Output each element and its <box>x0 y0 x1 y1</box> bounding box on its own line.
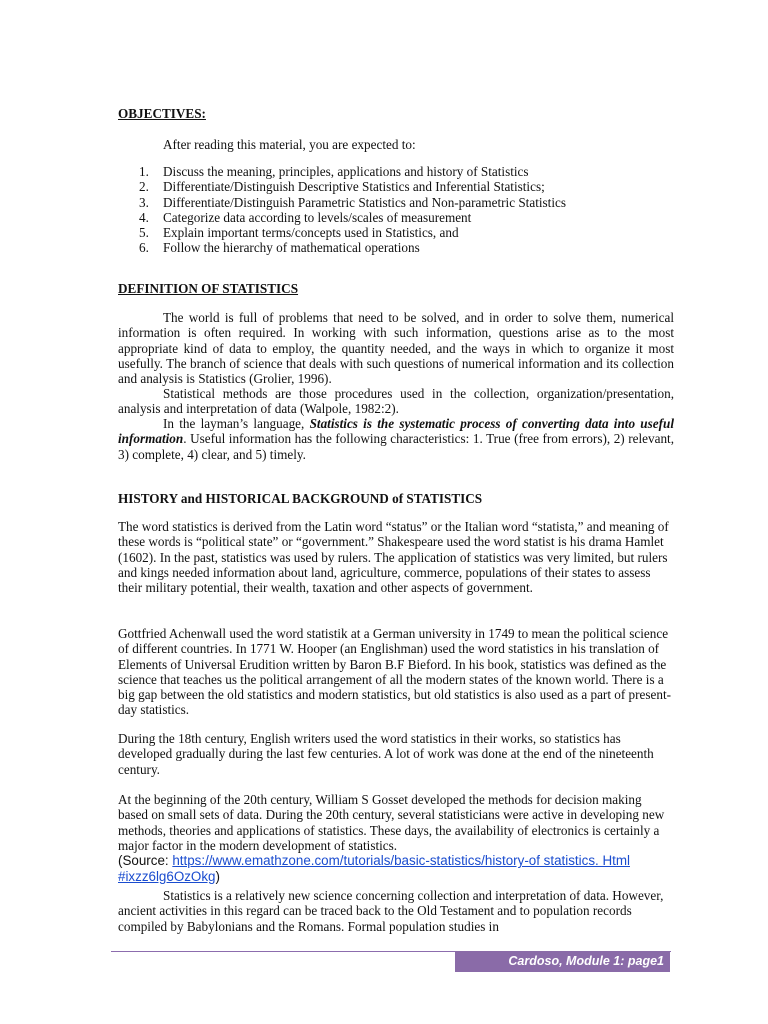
history-paragraph-3: During the 18th century, English writers used the word statistics in their works, so statistics has developed gradually during the last few centuries. A lot of work was done at the end of the nineteenth century. <box>118 731 654 777</box>
objective-item <box>139 164 674 179</box>
objectives-list <box>118 164 674 256</box>
objective-number: 3. <box>139 194 149 210</box>
history-heading: HISTORY and HISTORICAL BACKGROUND of STATISTICS <box>118 491 483 506</box>
objective-number: 2. <box>139 179 149 195</box>
objective-number: 1. <box>139 164 149 179</box>
objective-item <box>139 194 674 210</box>
objective-text: Discuss the meaning, principles, applications and history of Statistics <box>163 164 529 179</box>
objective-text: Categorize data according to levels/scales of measurement <box>163 209 472 225</box>
objectives-heading: OBJECTIVES: <box>118 106 206 121</box>
objective-number: 5. <box>139 225 149 241</box>
source-open: (Source: <box>118 853 173 868</box>
definition-paragraph-1: The world is full of problems that need to be solved, and in order to solve them, numerical information is often required. In working with such information, questions arise as to the most appropriate kind of data to employ, the quantity needed, and the ways in which to organize it most usefully. The branch of science that deals with such questions of numerical information and its collection and analysis is Statistics (Grolier, 1996). <box>118 310 674 387</box>
objective-item <box>139 225 674 241</box>
history-paragraph-2: Gottfried Achenwall used the word statistik at a German university in 1749 to mean the political science of different countries. In 1771 W. Hooper (an Englishman) used the word statistics in his translation of Elements of Universal Erudition written by Baron B.F Bieford. In his book, statistics was defined as the science that teaches us the political arrangement of all the modern states of the known world. There is a big gap between the old statistics and modern statistics, but old statistics is also used as a part of present-day statistics. <box>118 626 672 718</box>
objective-text: Differentiate/Distinguish Descriptive Statistics and Inferential Statistics; <box>163 179 545 195</box>
definition-paragraph-2: Statistical methods are those procedures used in the collection, organization/presentation, analysis and interpretation of data (Walpole, 1982:2). <box>118 386 674 417</box>
objective-number: 4. <box>139 209 149 225</box>
definition-p3-lead: In the layman’s language, <box>163 416 310 431</box>
objective-text: Follow the hierarchy of mathematical operations <box>163 240 420 256</box>
source-link[interactable]: https://www.emathzone.com/tutorials/basic-statistics/history-of statistics. Html #ixzz6lg6OzOkg <box>118 853 630 884</box>
history-paragraph-5: Statistics is a relatively new science concerning collection and interpretation of data. However, ancient activities in this regard can be traced back to the Old Testament and to population records compiled by Babylonians and the Romans. Formal population studies in <box>118 888 664 934</box>
definition-key-statement: Statistics is the systematic process of converting data into useful information <box>118 416 674 447</box>
objectives-ordered-list <box>118 164 674 256</box>
objective-item <box>139 240 674 256</box>
source-citation <box>118 853 674 885</box>
objective-number: 6. <box>139 240 149 256</box>
source-close: ) <box>215 869 220 884</box>
objective-item <box>139 179 674 195</box>
definition-p3-tail: . Useful information has the following characteristics: 1. True (free from errors), 2) relevant, 3) complete, 4) clear, and 5) timely. <box>118 431 674 462</box>
footer-page-label: Cardoso, Module 1: page1 <box>455 951 670 972</box>
objective-text: Differentiate/Distinguish Parametric Statistics and Non-parametric Statistics <box>163 194 566 210</box>
objectives-intro: After reading this material, you are expected to: <box>163 137 416 152</box>
history-paragraph-1: The word statistics is derived from the Latin word “status” or the Italian word “statista,” and meaning of these words is “political state” or “government.” Shakespeare used the word statist is his drama Hamlet (1602). In the past, statistics was used by rulers. The application of statistics was very limited, but rulers and kings needed information about land, agriculture, commerce, populations of their states to assess their military potential, their wealth, taxation and other aspects of government. <box>118 519 669 596</box>
objective-item <box>139 209 674 225</box>
history-paragraph-4: At the beginning of the 20th century, William S Gosset developed the methods for decision making based on small sets of data. During the 20th century, several statisticians were active in developing new methods, theories and applications of statistics. These days, the availability of electronics is certainly a major factor in the modern development of statistics. <box>118 792 665 853</box>
objective-text: Explain important terms/concepts used in Statistics, and <box>163 225 459 241</box>
definition-paragraph-3 <box>118 416 674 462</box>
definition-heading: DEFINITION OF STATISTICS <box>118 281 299 296</box>
